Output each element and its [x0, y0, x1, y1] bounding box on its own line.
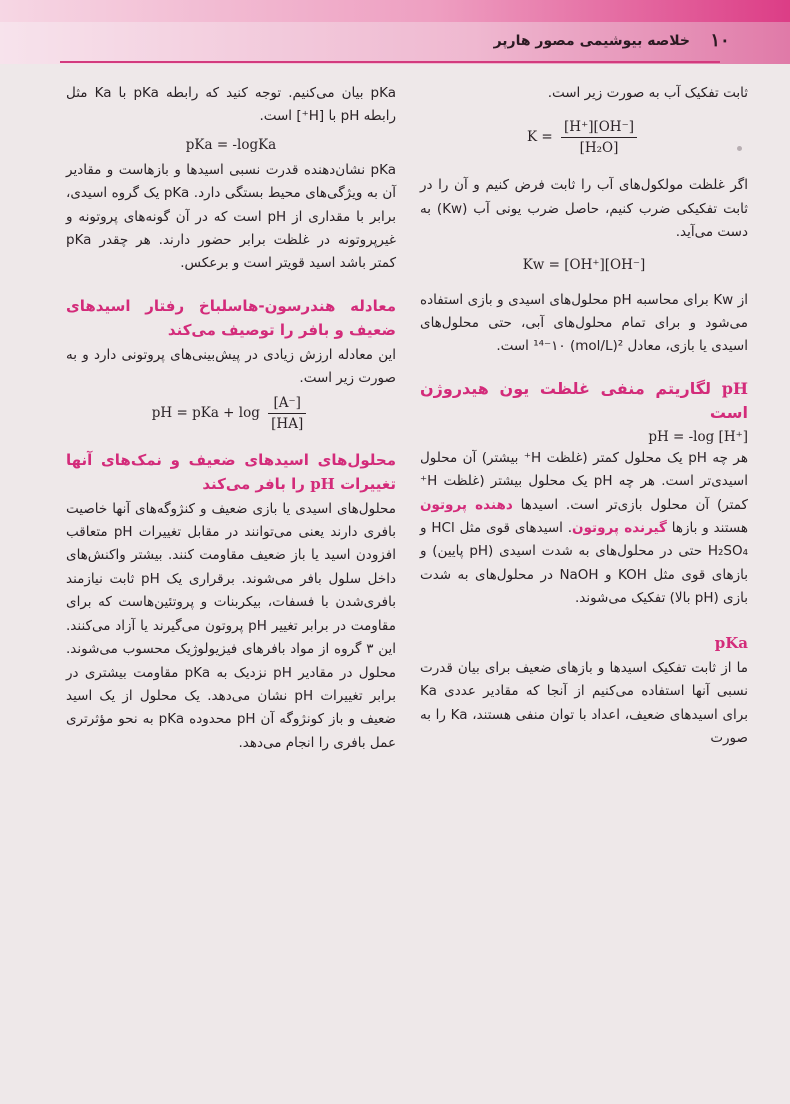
paragraph: ثابت تفکیک آب به صورت زیر است. — [547, 85, 748, 101]
section-heading-henderson: معادله هندرسون-هاسلباخ رفتار اسیدهای ضعیف و بافر را توصیف می‌کند — [66, 296, 396, 339]
heading-text: pKa — [714, 633, 748, 652]
equation-henderson-hasselbalch — [66, 393, 396, 434]
text-run: هستند و بازها — [671, 520, 748, 537]
bleed-through-text-left — [80, 760, 390, 1020]
paragraph: ما از ثابت تفکیک اسیدها و بازهای ضعیف برای بیان قدرت نسبی آنها استفاده می‌کنیم از آنجا که مقادیر عددی Ka برای اسیدهای ضعیف، اعداد با توان منفی هستند، Ka را به صورت — [420, 659, 748, 746]
fraction — [268, 393, 306, 434]
bleed-through-text — [420, 870, 745, 1020]
text-run: . اسیدهای قوی مثل HCl و H₂SO₄ حتی در محلول‌های به شدت اسیدی (pH پایین) و بازهای قوی مثل KOH و NaOH در محلول‌های به شدت بازی (pH بالا) تفکیک می‌شوند. — [420, 520, 748, 607]
equation-lhs: K = — [527, 129, 553, 146]
header-rule — [60, 61, 720, 63]
equation-pka: pKa = -logKa — [185, 136, 277, 153]
fraction-denominator: [H₂O] — [579, 140, 619, 157]
paragraph: pKa نشان‌دهنده قدرت نسبی اسیدها و بازهاست و مقادیر آن به ویژگی‌های محیط بستگی دارد. pKa یک گروه اسیدی، برابر با مقداری از pH است که در آن گونه‌های پروتونه و غیرپروتونه در غلظت برابر حضور دارند. هر چقدر pKa کمتر باشد اسید قویتر است و برعکس. — [66, 161, 397, 272]
section-heading-pka — [420, 631, 748, 655]
heading-text: را بافر می‌کند — [202, 474, 305, 493]
fraction-denominator: [HA] — [271, 415, 304, 432]
heading-symbol: pH — [310, 474, 335, 493]
fraction-numerator: [H⁺][OH⁻] — [561, 117, 637, 138]
top-color-band — [0, 0, 790, 22]
section-heading-ph — [420, 377, 748, 425]
highlight-term: گیرنده پروتون — [572, 520, 667, 537]
equation-dissociation-constant — [420, 117, 748, 158]
right-column — [420, 82, 748, 750]
fraction-numerator: [A⁻] — [268, 393, 306, 414]
equation-lhs: pH = pKa + log — [151, 404, 260, 421]
equation-ph: pH = -log [H⁺] — [648, 428, 748, 445]
heading-symbol: pH — [721, 378, 748, 398]
paragraph: اگر غلظت مولکول‌های آب را ثابت فرض کنیم و آن را در ثابت تفکیکی ضرب کنیم، حاصل ضرب یونی آب (Kw) به دست می‌آید. — [420, 177, 749, 241]
paragraph: این معادله ارزش زیادی در پیش‌بینی‌های پروتونی دارد و به صورت زیر است. — [66, 346, 396, 387]
fraction — [561, 117, 637, 158]
text-run: هر چه pH یک محلول کمتر (غلظت H⁺ بیشتر) آن محلول اسیدی‌تر است. هر چه pH یک محلول بیشتر (غلظت H⁺ کمتر) آن محلول بازی‌تر است. اسیدها — [420, 449, 748, 513]
left-column — [66, 82, 396, 755]
highlight-term: دهنده پروتون — [420, 496, 513, 513]
paragraph: از Kw برای محاسبه pH محلول‌های اسیدی و بازی استفاده می‌شود و برای تمام محلول‌های آبی، حتی محلول‌های اسیدی یا بازی، معادل ²(mol/L) ¹⁴⁻۱۰ است. — [420, 291, 748, 355]
heading-text: لگاریتم منفی غلظت یون هیدروژن است — [420, 378, 748, 422]
paragraph: pKa بیان می‌کنیم. توجه کنید که رابطه pKa با Ka مثل رابطه pH با [H⁺] است. — [66, 85, 397, 125]
section-heading-buffers — [66, 448, 396, 496]
equation-kw: Kw = [OH⁺][OH⁻] — [522, 256, 646, 273]
page-number: ۱۰ — [710, 30, 730, 51]
paragraph: محلول‌های اسیدی یا بازی ضعیف و کنژوگه‌های آنها خاصیت بافری دارند یعنی می‌توانند در مقابل تغییرات pH متعاقب افزودن اسید یا باز ضعیف مقاومت کنند. بیشتر واکنش‌های داخل سلول بافر می‌شوند. برقراری یک pH ثابت نیازمند بافری‌شدن با فسفات، بیکربنات و پروتئین‌هاست که برای مقاومت در برابر تغییر pH پروتون می‌گیرند یا آزاد می‌کنند. این ۳ گروه از مواد بافرهای فیزیولوژیک محسوب می‌شوند. محلول در مقادیر pH نزدیک به pKa مقاومت بیشتری در برابر تغییرات pH نشان می‌دهد. یک محلول از یک اسید ضعیف و باز کونژوگه آن pH محدوده pKa به نحو مؤثرتری عمل بافری را انجام می‌دهد. — [66, 500, 397, 751]
running-title: خلاصه بیوشیمی مصور هارپر — [493, 33, 690, 49]
heading-text: محلول‌های اسیدهای ضعیف و نمک‌های آنها تغییرات — [66, 450, 396, 493]
paragraph — [420, 447, 748, 611]
